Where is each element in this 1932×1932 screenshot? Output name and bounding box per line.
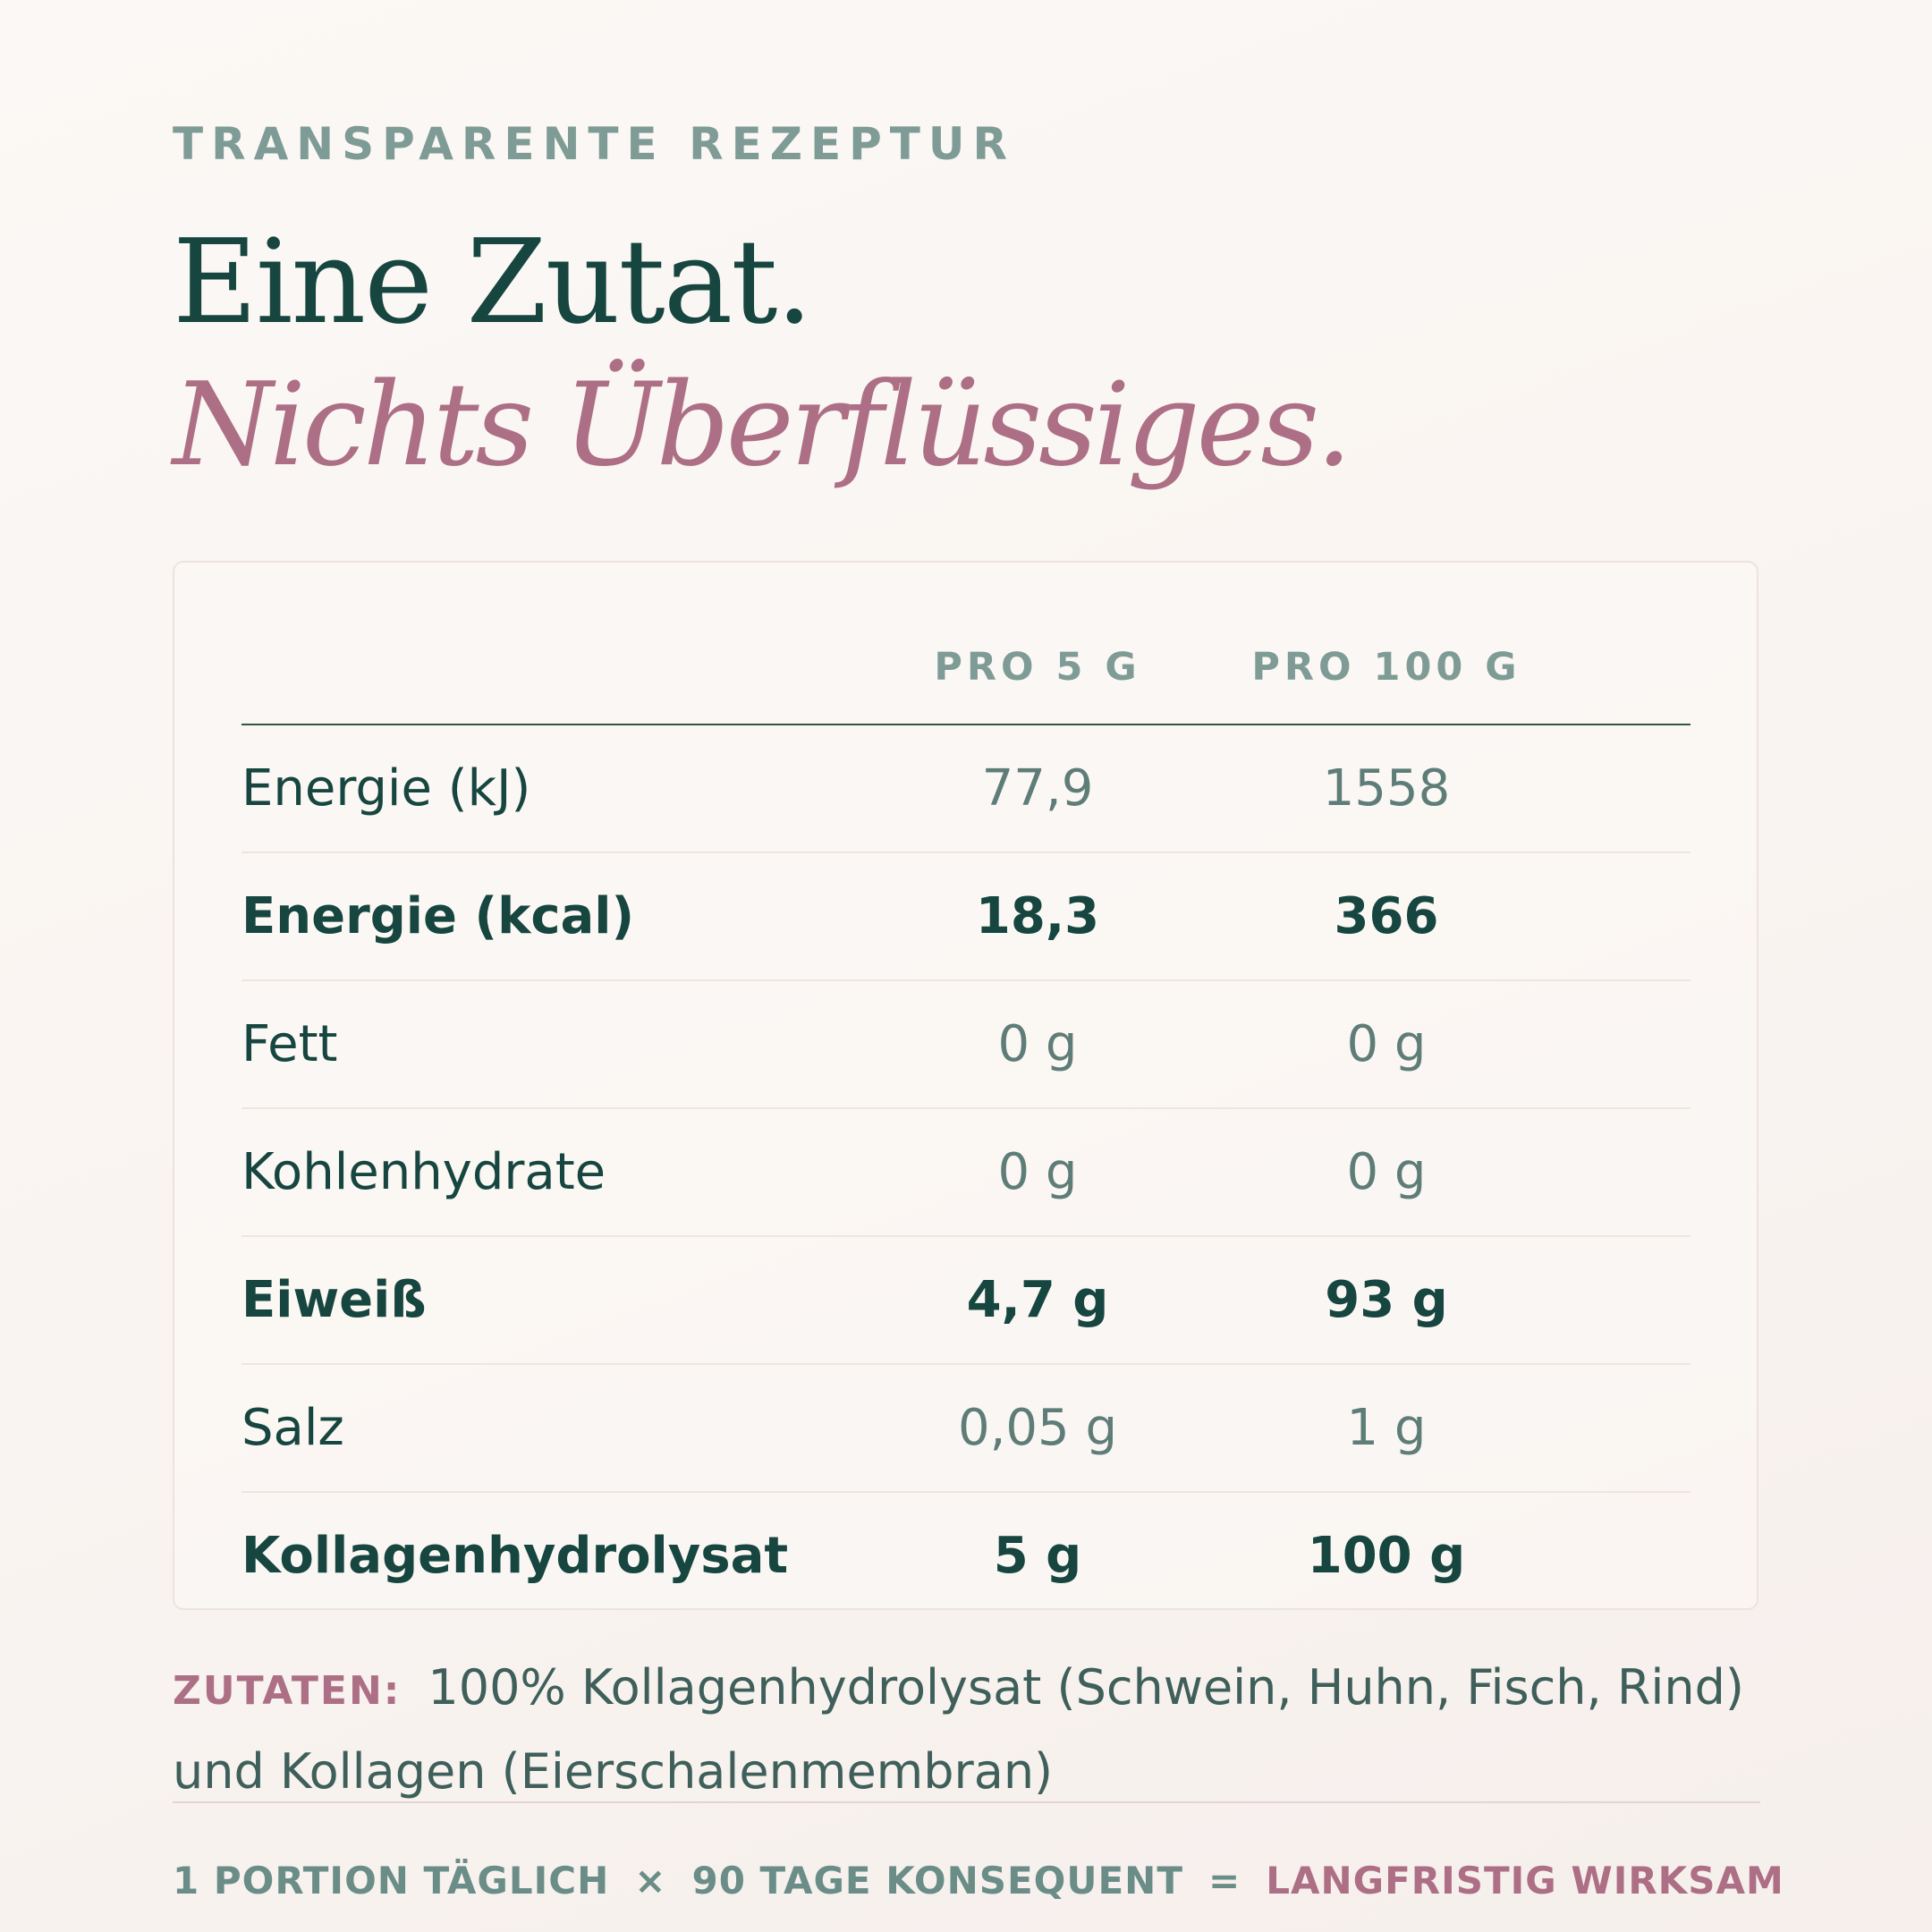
formula-result: LANGFRISTIG WIRKSAM <box>1266 1859 1784 1902</box>
ingredients-list: 100% Kollagenhydrolysat (Schwein, Huhn, Fisch, Rind) und Kollagen (Eierschalenmembran) <box>173 1659 1744 1800</box>
divider <box>173 1801 1760 1803</box>
value-per-100g: 1558 <box>1322 759 1451 818</box>
value-per-5g: 18,3 <box>975 887 1100 945</box>
ingredients-label: ZUTATEN: <box>173 1668 402 1714</box>
value-per-5g: 77,9 <box>981 759 1094 818</box>
value-per-5g: 0 g <box>997 1143 1078 1201</box>
table-body <box>242 725 1690 1619</box>
row-label: Energie (kcal) <box>242 887 635 945</box>
formula-footer <box>173 1859 1784 1902</box>
row-label: Energie (kJ) <box>242 759 531 818</box>
multiply-symbol: × <box>634 1859 667 1902</box>
page-title: Eine Zutat. <box>173 214 811 350</box>
table-row <box>242 1365 1690 1493</box>
value-per-5g: 4,7 g <box>966 1271 1109 1329</box>
ingredients-text <box>173 1648 1760 1812</box>
row-label: Kollagenhydrolysat <box>242 1527 789 1585</box>
value-per-100g: 0 g <box>1346 1015 1427 1073</box>
table-row <box>242 1493 1690 1619</box>
value-per-5g: 5 g <box>993 1527 1082 1585</box>
row-label: Salz <box>242 1399 344 1457</box>
formula-part-daily: 1 PORTION TÄGLICH <box>173 1859 610 1902</box>
column-header-per-5g: PRO 5 G <box>934 645 1141 690</box>
value-per-5g: 0,05 g <box>957 1399 1118 1457</box>
value-per-100g: 100 g <box>1307 1527 1466 1585</box>
value-per-5g: 0 g <box>997 1015 1078 1073</box>
table-row <box>242 1109 1690 1237</box>
eyebrow-label: TRANSPARENTE REZEPTUR <box>173 118 1016 170</box>
table-row <box>242 1237 1690 1365</box>
table-row <box>242 853 1690 981</box>
table-row <box>242 981 1690 1109</box>
formula-part-days: 90 TAGE KONSEQUENT <box>691 1859 1183 1902</box>
table-header <box>242 616 1690 725</box>
page-subtitle: Nichts Überflüssiges. <box>173 359 1349 492</box>
row-label: Eiweiß <box>242 1271 427 1329</box>
value-per-100g: 1 g <box>1346 1399 1427 1457</box>
column-header-per-100g: PRO 100 G <box>1251 645 1521 690</box>
table-row <box>242 725 1690 853</box>
row-label: Kohlenhydrate <box>242 1143 606 1201</box>
equals-symbol: = <box>1208 1859 1241 1902</box>
nutrition-table-card <box>173 561 1758 1610</box>
row-label: Fett <box>242 1015 338 1073</box>
value-per-100g: 93 g <box>1325 1271 1448 1329</box>
value-per-100g: 366 <box>1334 887 1439 945</box>
value-per-100g: 0 g <box>1346 1143 1427 1201</box>
